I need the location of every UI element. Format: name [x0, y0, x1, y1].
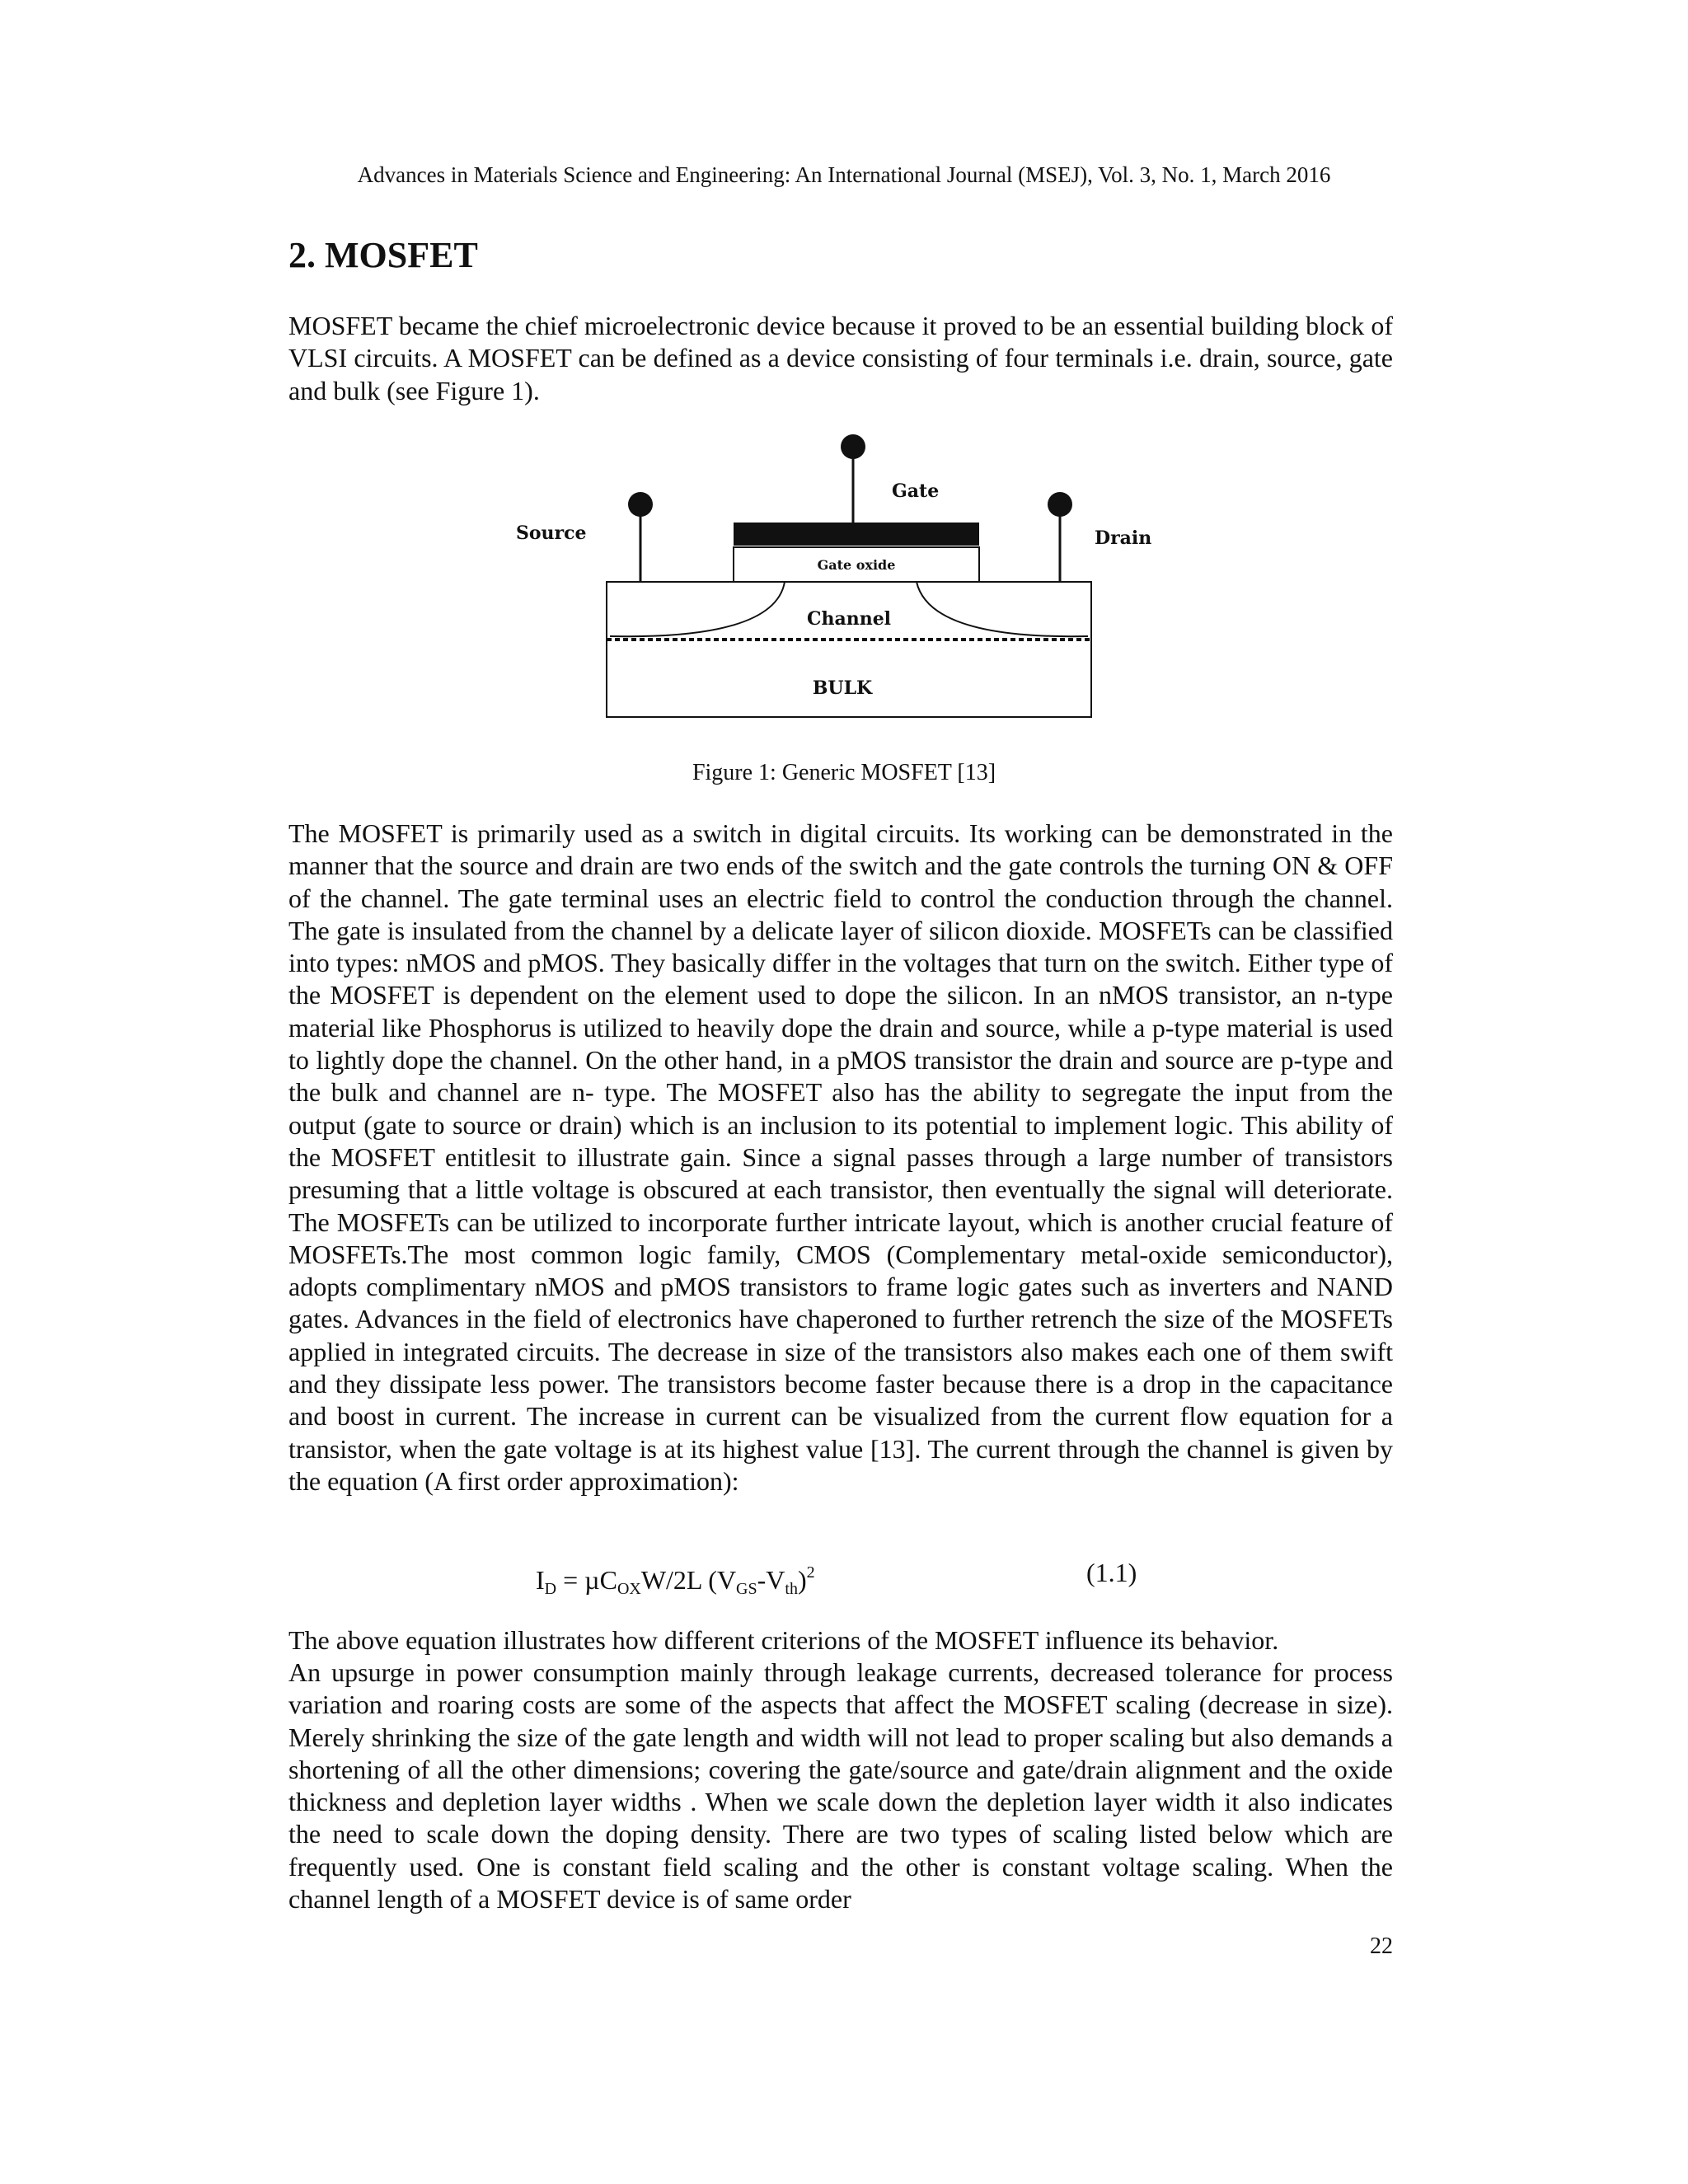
figure-caption: Figure 1: Generic MOSFET [13]: [692, 760, 996, 785]
source-terminal-dot: [628, 492, 653, 517]
eq-close-paren: ): [797, 1565, 807, 1595]
drain-terminal-dot: [1048, 492, 1072, 517]
drain-label: Drain: [1095, 527, 1152, 549]
page-number: 22: [1370, 1933, 1393, 1959]
mosfet-figure: [495, 429, 1203, 742]
eq-vgs-subscript: GS: [736, 1580, 757, 1598]
channel-label: Channel: [806, 608, 892, 630]
eq-mobility-term: = µC: [556, 1565, 617, 1595]
section-title: 2. MOSFET: [288, 235, 478, 275]
eq-current-subscript: D: [544, 1580, 557, 1598]
gate-label: Gate: [892, 480, 940, 502]
gate-oxide-label: Gate oxide: [817, 557, 896, 573]
eq-oxide-subscript: OX: [617, 1580, 641, 1598]
running-header: Advances in Materials Science and Engineering: An International Journal (MSEJ), Vol. 3, No. 1, March 2016: [357, 162, 1331, 187]
intro-paragraph: MOSFET became the chief microelectronic device because it proved to be an essential building block of VLSI circuits. A MOSFET can be defined as a device consisting of four terminals i.e. drain, source, gate and bulk (see Figure 1).: [288, 311, 1393, 405]
eq-current-symbol: I: [536, 1565, 545, 1595]
eq-exponent: 2: [806, 1563, 815, 1582]
gate-terminal-dot: [841, 434, 865, 459]
after-equation-paragraph: The above equation illustrates how different criterions of the MOSFET influence its behavior.: [288, 1625, 1279, 1655]
eq-vth-subscript: th: [785, 1580, 798, 1598]
scaling-paragraph: An upsurge in power consumption mainly through leakage currents, decreased tolerance for process variation and roaring costs are some of the aspects that affect the MOSFET scaling (decrease in size). Merely shrinking the size of the gate length and width will not lead to proper scaling but also demands a shortening of all the other dimensions; covering the gate/source and gate/drain alignment and the oxide thickness and depletion layer widths . When we scale down the depletion layer width it also indicates the need to scale down the doping density. There are two types of scaling listed below which are frequently used. One is constant field scaling and the other is constant voltage scaling. When the channel length of a MOSFET device is of same order: [288, 1657, 1393, 1915]
gate-electrode: [734, 523, 979, 546]
body-paragraph: The MOSFET is primarily used as a switch in digital circuits. Its working can be demonstrated in the manner that the source and drain are two ends of the switch and the gate controls the turning ON & OFF of the channel. The gate terminal uses an electric field to control the conduction through the channel. The gate is insulated from the channel by a delicate layer of silicon dioxide. MOSFETs can be classified into types: nMOS and pMOS. They basically differ in the voltages that turn on the switch. Either type of the MOSFET is dependent on the element used to dope the silicon. In an nMOS transistor, an n-type material like Phosphorus is utilized to heavily dope the drain and source, while a p-type material is used to lightly dope the channel. On the other hand, in a pMOS transistor the drain and source are p-type and the bulk and channel are n- type. The MOSFET also has the ability to segregate the input from the output (gate to source or drain) which is an inclusion to its potential to implement logic. This ability of the MOSFET entitlesit to illustrate gain. Since a signal passes through a large number of transistors presuming that a little voltage is obscured at each transistor, then eventually the signal will deteriorate. The MOSFETs can be utilized to incorporate further intricate layout, which is another crucial feature of MOSFETs.The most common logic family, CMOS (Complementary metal-oxide semiconductor), adopts complimentary nMOS and pMOS transistors to frame logic gates such as inverters and NAND gates. Advances in the field of electronics have chaperoned to further retrench the size of the MOSFETs applied in integrated circuits. The decrease in size of the transistors also makes each one of them swift and they dissipate less power. The transistors become faster because there is a drop in the capacitance and boost in current. The increase in current can be visualized from the current flow equation for a transistor, when the gate voltage is at its highest value [13]. The current through the channel is given by the equation (A first order approximation):: [288, 818, 1393, 1496]
eq-minus-term: -V: [757, 1565, 785, 1595]
source-label: Source: [516, 523, 587, 544]
equation-number: (1.1): [1086, 1558, 1137, 1587]
eq-geometry-term: W/2L (V: [640, 1565, 737, 1595]
bulk-label: BULK: [812, 677, 873, 699]
drain-current-equation: [536, 1556, 815, 1605]
